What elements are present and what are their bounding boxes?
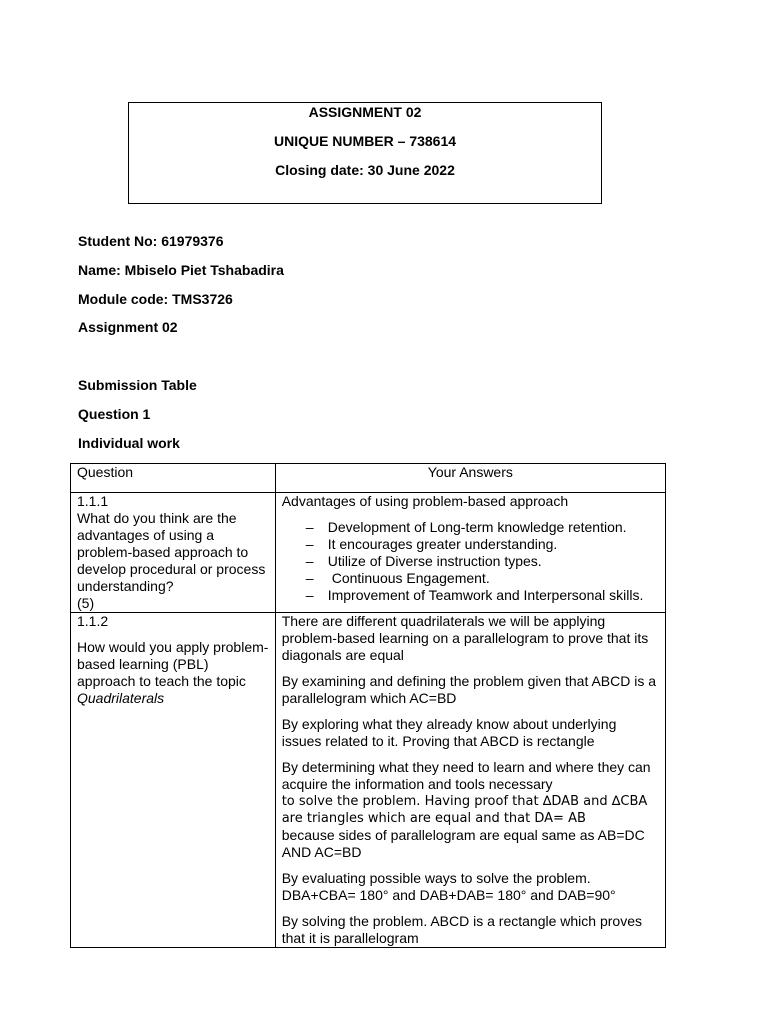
- header-question: Question: [71, 464, 276, 493]
- assignment-title: ASSIGNMENT 02: [308, 104, 422, 120]
- answer-paragraph: By exploring what they already know about underlying issues related to it. Proving that ABCD is rectangle: [281, 716, 617, 749]
- submission-table-heading: Submission Table: [78, 377, 197, 393]
- answer-paragraph: By examining and defining the problem given that ABCD is a parallelogram which AC=BD: [281, 673, 657, 706]
- answer-cell: [275, 493, 665, 613]
- answer-cell: [275, 613, 665, 948]
- answer-intro: Advantages of using problem-based approach: [281, 493, 569, 509]
- list-item: – Improvement of Teamwork and Interpersonal skills.: [328, 587, 659, 604]
- student-name: Name: Mbiselo Piet Tshabadira: [78, 262, 284, 278]
- question-text: What do you think are the advantages of using a problem-based approach to develop procedural or process understanding?: [77, 510, 266, 594]
- submission-table: [70, 463, 666, 948]
- answer-paragraph: because sides of parallelogram are equal same as AB=DC AND AC=BD: [281, 827, 645, 860]
- list-item: – Development of Long-term knowledge retention.: [328, 519, 659, 536]
- question-cell: [71, 613, 276, 948]
- header-answers: Your Answers: [275, 464, 665, 493]
- answer-paragraph: By determining what they need to learn and where they can acquire the information and tools necessary: [281, 759, 651, 792]
- individual-work-heading: Individual work: [78, 435, 180, 451]
- table-row: [71, 613, 666, 948]
- unique-number: UNIQUE NUMBER – 738614: [273, 133, 457, 149]
- assignment-label: Assignment 02: [78, 319, 178, 335]
- answer-paragraph: to solve the problem. Having proof that ∆DAB and ∆CBA are triangles which are equal and that DA= AB: [281, 794, 648, 826]
- question-number: 1.1.1: [77, 493, 109, 509]
- question-text-prefix: How would you apply problem-based learning (PBL) approach to teach the topic: [77, 639, 269, 689]
- closing-date: Closing date: 30 June 2022: [275, 162, 455, 178]
- question-cell: [71, 493, 276, 613]
- question-topic: Quadrilaterals: [77, 690, 165, 706]
- question-marks: (5): [77, 595, 95, 611]
- student-number: Student No: 61979376: [78, 233, 224, 249]
- list-item: – Continuous Engagement.: [328, 570, 659, 587]
- list-item: – Utilize of Diverse instruction types.: [328, 553, 659, 570]
- question-heading: Question 1: [78, 406, 151, 422]
- answer-paragraph: By evaluating possible ways to solve the problem. DBA+CBA= 180° and DAB+DAB= 180° and DAB=90°: [281, 870, 616, 903]
- assignment-header-box: [128, 102, 602, 204]
- question-text: [77, 639, 269, 707]
- answer-list: [282, 519, 659, 604]
- answer-paragraph: There are different quadrilaterals we will be applying problem-based learning on a parallelogram to prove that its diagonals are equal: [281, 613, 649, 663]
- answer-paragraph: By solving the problem. ABCD is a rectangle which proves that it is parallelogram: [281, 913, 642, 946]
- module-code: Module code: TMS3726: [78, 291, 233, 307]
- table-header-row: [71, 464, 666, 493]
- table-row: [71, 493, 666, 613]
- question-number: 1.1.2: [77, 613, 109, 629]
- list-item: – It encourages greater understanding.: [328, 536, 659, 553]
